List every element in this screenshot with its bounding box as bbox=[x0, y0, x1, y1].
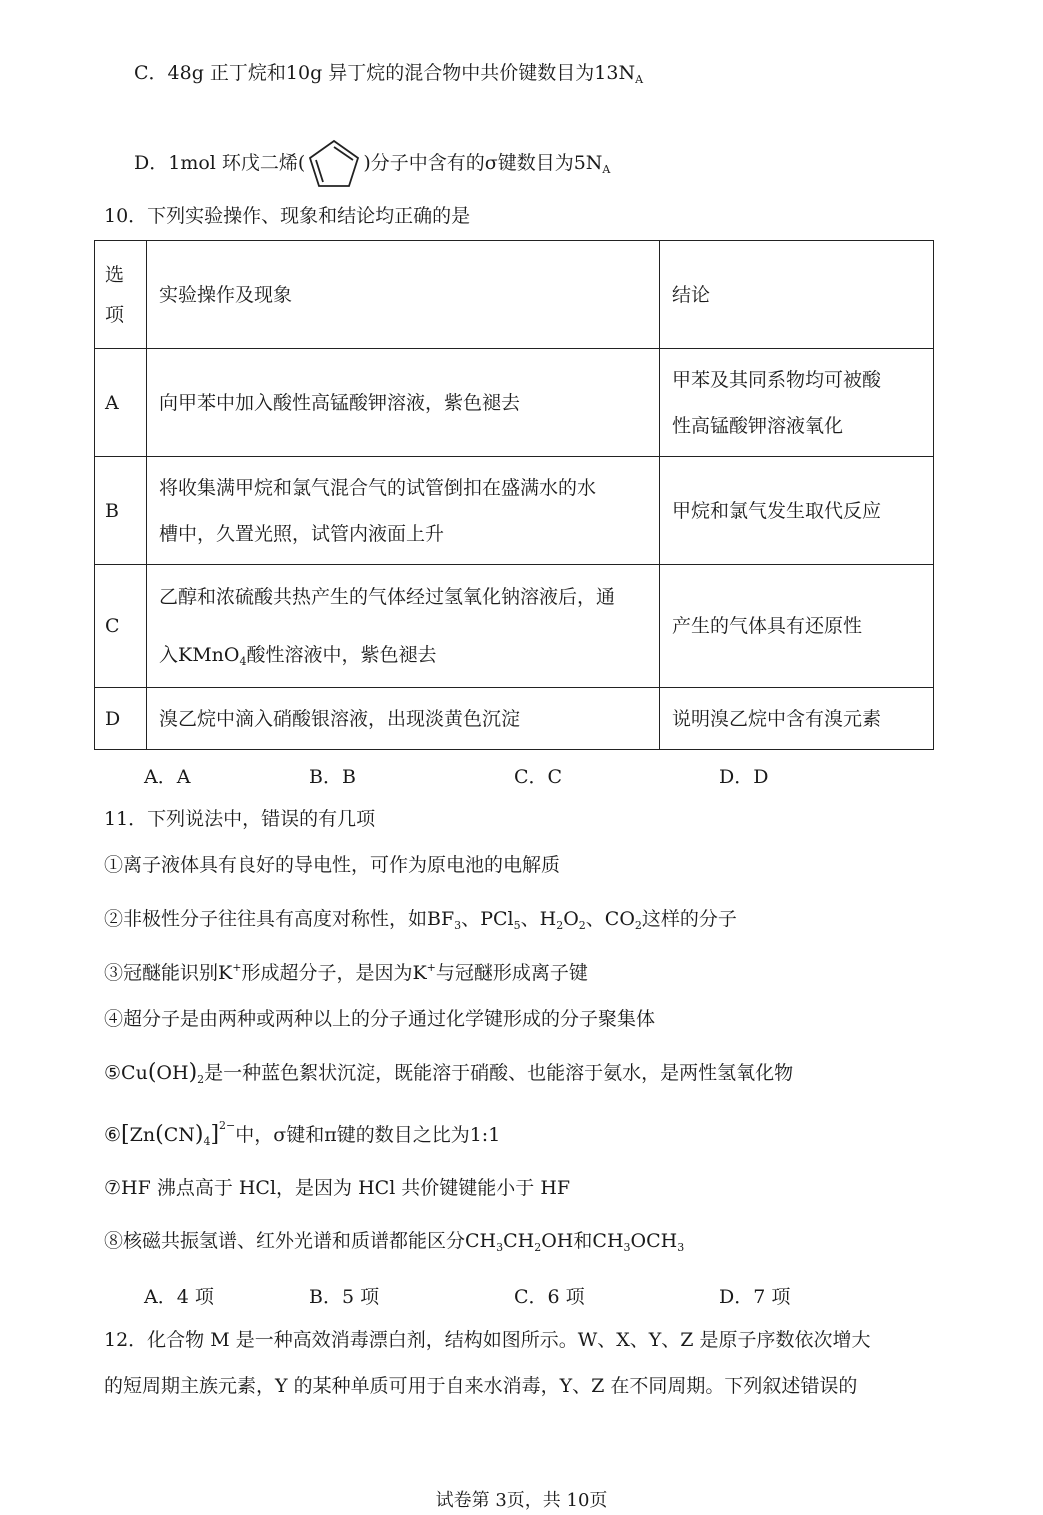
q10-option-c[interactable]: C．C bbox=[514, 766, 563, 788]
q9-option-d: D．1mol 环戊二烯( )分子中含有的σ键数目为$5N_A$ bbox=[134, 137, 610, 191]
q10-option-b[interactable]: B．B bbox=[309, 766, 356, 788]
q11-statement-8: ⑧核磁共振氢谱、红外光谱和质谱都能区分$CH_3CH_2OH$和$CH_3OCH_3$ bbox=[104, 1230, 685, 1254]
q11-option-c[interactable]: C．6 项 bbox=[514, 1286, 585, 1308]
page-footer: 试卷第 3页，共 10页 bbox=[435, 1490, 608, 1511]
cyclopentadiene-structure bbox=[305, 137, 363, 191]
header-option: 选项 bbox=[95, 241, 147, 349]
table-header-row bbox=[95, 241, 934, 349]
q10-stem: 10．下列实验操作、现象和结论均正确的是 bbox=[104, 205, 471, 227]
q11-statement-4: ④超分子是由两种或两种以上的分子通过化学键形成的分子聚集体 bbox=[104, 1008, 656, 1030]
q11-statement-1: ①离子液体具有良好的导电性，可作为原电池的电解质 bbox=[104, 854, 561, 876]
table-row: A 向甲苯中加入酸性高锰酸钾溶液，紫色褪去 甲苯及其同系物均可被酸 性高锰酸钾溶液氧化 bbox=[95, 349, 934, 457]
q12-stem-line-2: 的短周期主族元素，Y 的某种单质可用于自来水消毒，Y、Z 在不同周期。下列叙述错误的 bbox=[104, 1375, 858, 1397]
q10-option-d[interactable]: D．D bbox=[719, 766, 769, 788]
q10-table bbox=[94, 240, 934, 750]
q11-option-a[interactable]: A．4 项 bbox=[144, 1286, 214, 1308]
q9-option-c: C．48g 正丁烷和10g 异丁烷的混合物中共价键数目为$13N_A$ bbox=[134, 62, 644, 86]
q11-statement-3: ③冠醚能识别K+形成超分子，是因为K+与冠醚形成离子键 bbox=[104, 961, 588, 984]
q11-option-d[interactable]: D．7 项 bbox=[719, 1286, 791, 1308]
q11-statement-7: ⑦HF 沸点高于 HCl，是因为 HCl 共价键键能小于 HF bbox=[104, 1177, 571, 1199]
q11-statement-5: $⑤Cu(OH)_2$是一种蓝色絮状沉淀，既能溶于硝酸、也能溶于氨水，是两性氢氧化物 bbox=[104, 1060, 794, 1086]
q11-statement-2: ②非极性分子往往具有高度对称性，如$BF_3$、PCl$_5$、$H_2O_2$、$CO_2$这样的分子 bbox=[104, 908, 737, 932]
header-conclusion: 结论 bbox=[660, 241, 934, 349]
table-row: D 溴乙烷中滴入硝酸银溶液，出现淡黄色沉淀 说明溴乙烷中含有溴元素 bbox=[95, 688, 934, 750]
q11-option-b[interactable]: B．5 项 bbox=[309, 1286, 380, 1308]
table-row: C 乙醇和浓硫酸共热产生的气体经过氢氧化钠溶液后，通 入KMnO$_4$酸性溶液中，紫色褪去 产生的气体具有还原性 bbox=[95, 565, 934, 688]
q10-option-a[interactable]: A．A bbox=[144, 766, 191, 788]
table-row: B 将收集满甲烷和氯气混合气的试管倒扣在盛满水的水 槽中，久置光照，试管内液面上升 甲烷和氯气发生取代反应 bbox=[95, 457, 934, 565]
q12-stem-line-1: 12．化合物 M 是一种高效消毒漂白剂，结构如图所示。W、X、Y、Z 是原子序数依次增大 bbox=[104, 1329, 871, 1351]
q11-stem: 11．下列说法中，错误的有几项 bbox=[104, 808, 376, 830]
header-operation: 实验操作及现象 bbox=[147, 241, 660, 349]
q11-statement-6: $⑥[Zn(CN)_4]^{2-}$中，σ键和π键的数目之比为1:1 bbox=[104, 1119, 501, 1148]
